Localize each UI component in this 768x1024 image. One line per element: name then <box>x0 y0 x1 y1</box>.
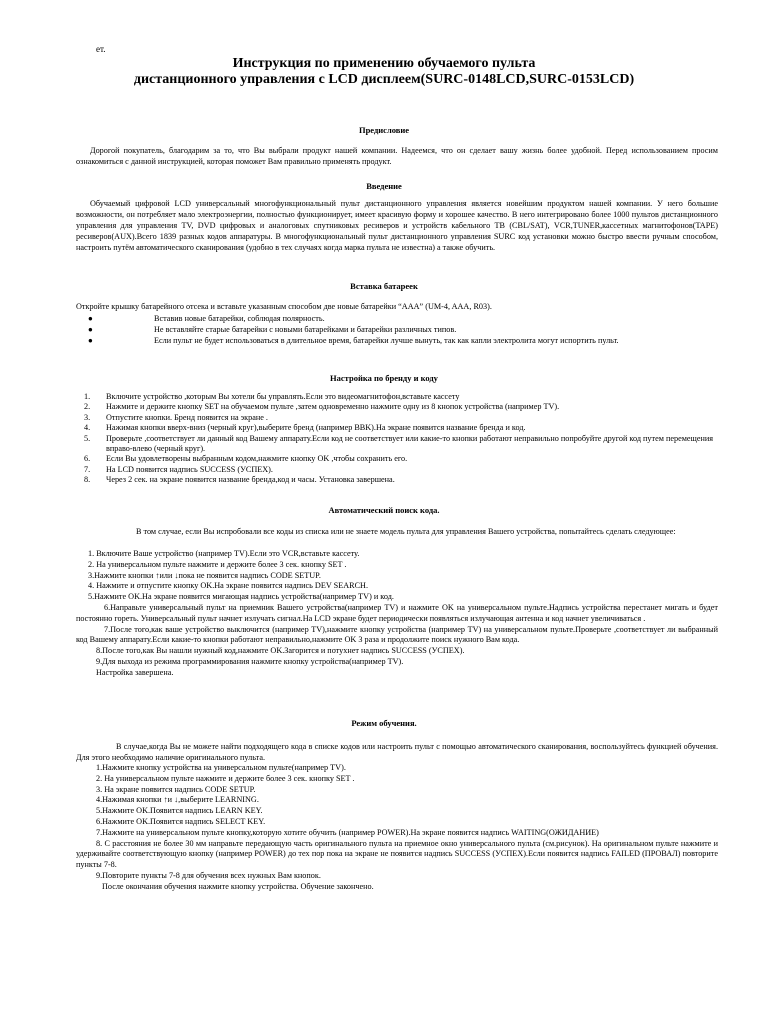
bullet-text: Вставив новые батарейки, соблюдая полярность. <box>154 314 325 323</box>
step-text: 3.Нажмите кнопки ↑или ↓пока не появится надпись CODE SETUP. <box>88 570 321 580</box>
list-item <box>84 413 716 423</box>
step-text: 2. На универсальном пульте нажмите и держите более 3 сек. кнопку SET . <box>88 559 347 569</box>
brand-setup-list <box>84 392 716 486</box>
item-number: 8. <box>84 475 91 485</box>
list-item <box>84 454 716 464</box>
list-item <box>84 475 716 485</box>
list-item <box>84 434 716 455</box>
list-item <box>84 402 716 412</box>
step-text: 7.Нажмите на универсальном пульте кнопку,которую хотите обучить (например POWER).На экране появится надпись WAITING(ОЖИДАНИЕ) <box>96 827 599 837</box>
step-text: 1. Включите Ваше устройство (например TV).Если это VCR,вставьте кассету. <box>88 549 360 558</box>
battery-heading: Вставка батареек <box>350 281 418 291</box>
bullet-dot: ● <box>88 314 93 323</box>
item-text: Проверьте ,соответствует ли данный код Вашему аппарату.Если код не соответствует или какие-то кнопки работают неправильно попробуйте другой код путем перемещения вправо-влево (черный круг). <box>106 433 713 454</box>
corner-text: ет. <box>96 44 106 54</box>
step-text: 9.Повторите пункты 7-8 для обучения всех нужных Вам кнопок. <box>96 870 321 880</box>
step-text: 4.Нажимая кнопки ↑и ↓,выберите LEARNING. <box>96 795 259 805</box>
step-text: 6.Направьте универсальный пульт на приемник Вашего устройства(например TV) и нажмите OK на универсальном пульте.Надпись устройства перестанет мигать и будет постоянно гореть. Универсальный пульт начнет излучать сигнал.На LCD экране будет периодически появляться излучающая антенна и код начнет увеличиваться . <box>76 602 718 623</box>
step-text: 7.После того,как ваше устройство выключится (например TV),нажмите кнопку устройства (например TV) на универсальном пульте.Проверьте ,соответствует ли выбранный код Вашему аппарату.Если какие-то кнопки работают неправильно,нажмите OK 3 раза и продолжите поиск нужного Вам кода. <box>76 624 718 645</box>
auto-search-heading: Автоматический поиск кода. <box>328 505 440 515</box>
bullet-item <box>88 313 718 324</box>
intro-heading: Введение <box>366 181 402 191</box>
item-number: 5. <box>84 433 91 443</box>
step-text: 8.После того,как Вы нашли нужный код,нажмите OK.Загорится и потухнет надпись SUCCESS (УСПЕХ). <box>96 646 465 656</box>
item-text: Включите устройство ,которым Вы хотели бы управлять.Если это видеомагнитофон,вставьте кассету <box>106 392 460 401</box>
step-text: Настройка завершена. <box>96 667 174 677</box>
step-text: После окончания обучения нажмите кнопку устройства. Обучение закончено. <box>102 881 374 891</box>
item-text: Если Вы удовлетворены выбранным кодом,нажмите кнопку OK ,чтобы сохранить его. <box>106 454 408 464</box>
bullet-text: Не вставляйте старые батарейки с новыми батарейками и батарейки различных типов. <box>154 325 457 334</box>
list-item <box>84 423 716 433</box>
brand-setup-heading: Настройка по бренду и коду <box>330 373 438 383</box>
bullet-dot: ● <box>88 336 93 345</box>
step-text: 5.Нажмите OK.На экране появится мигающая надпись устройства(например TV) и код. <box>88 592 394 602</box>
bullet-text: Если пульт не будет использоваться в длительное время, батарейки лучше вынуть, так как капли электролита могут испортить пульт. <box>154 336 619 345</box>
list-item <box>84 465 716 475</box>
item-number: 6. <box>84 454 91 464</box>
auto-search-intro: В том случае, если Вы испробовали все коды из списка или не знаете модель пульта для управления Вашего устройства, попытайтесь сделать следующее: <box>136 527 676 536</box>
item-number: 1. <box>84 392 91 401</box>
learning-heading: Режим обучения. <box>351 718 417 728</box>
auto-search-steps <box>76 549 718 679</box>
bullet-dot: ● <box>88 325 93 334</box>
step-text: 8. С расстояния не более 30 мм направьте передающую часть оригинального пульта на приемное окно универсального пульта (см.рисунок). На оригинальном пульте нажмите и удерживайте соответствующую кнопку (например POWER) до тех пор пока на экране не появится надпись SUCCESS (УСПЕХ).Если появится надпись FAILED (ПРОВАЛ) повторите пункты 7-8. <box>76 838 718 870</box>
title-line-2: дистанционного управления с LCD дисплеем(SURC-0148LCD,SURC-0153LCD) <box>133 72 635 87</box>
step-text: 1.Нажмите кнопку устройства на универсальном пульте(например TV). <box>96 763 346 772</box>
item-text: Нажимая кнопки вверх-вниз (черный круг),выберите бренд (например BBK).На экране появится название бренда и код. <box>106 423 526 433</box>
bullet-item <box>88 335 718 346</box>
step-text: 9.Для выхода из режима программирования нажмите кнопку устройства(например TV). <box>96 656 404 666</box>
preface-heading: Предисловие <box>358 125 410 135</box>
step-text: 2. На универсальном пульте нажмите и держите более 3 сек. кнопку SET . <box>96 773 355 783</box>
battery-bullet-list <box>88 313 718 346</box>
learning-steps <box>76 763 718 893</box>
intro-text: Обучаемый цифровой LCD универсальный многофункциональный пульт дистанционного управления является новейшим продуктом нашей компании. У него большие возможности, он потребляет мало электроэнергии, полностью функционирует, имеет красивую форму и хорошее качество. В него интегрировано более 1000 пультов дистанционного управления для управления TV, DVD цифровых и аналоговых спутниковых ресиверов и устройств кабельного ТВ (CBL/SAT), VCR,TUNER,кассетных магнитофонов(TAPE) ресиверов(AUX).Всего 1839 разных кодов аппаратуры. В многофункциональный пульт дистанционного управления SURC код установки можно быстро ввести ручным способом, настроить путём автоматического сканирования (удобно в тех случаях когда марка пульта не известна) а также обучить. <box>76 199 718 252</box>
bullet-item <box>88 324 718 335</box>
title-line-1: Инструкция по применению обучаемого пульта <box>232 56 536 71</box>
item-text: Отпустите кнопки. Бренд появится на экране . <box>106 412 268 422</box>
step-text: 4. Нажмите и отпустите кнопку OK.На экране появится надпись DEV SEARCH. <box>88 581 369 591</box>
item-number: 7. <box>84 464 91 474</box>
battery-text: Откройте крышку батарейного отсека и вставьте указанным способом две новые батарейки “AAA” (UM-4, AAA, R03). <box>76 302 492 311</box>
item-text: На LCD появится надпись SUCCESS (УСПЕХ). <box>106 464 273 474</box>
list-item <box>84 392 716 402</box>
item-text: Нажмите и держите кнопку SET на обучаемом пульте ,затем одновременно нажмите одну из 8 кнопок устройства (например TV). <box>106 402 560 412</box>
preface-text: Дорогой покупатель, благодарим за то, что Вы выбрали продукт нашей компании. Надеемся, что он сделает вашу жизнь более удобной. Перед использованием просим ознакомиться с данной инструкцией, которая поможет Вам правильно применять продукт. <box>76 146 718 166</box>
step-text: 5.Нажмите OK.Появится надпись LEARN KEY. <box>96 806 263 816</box>
document-title <box>60 56 708 88</box>
item-number: 4. <box>84 423 91 433</box>
item-text: Через 2 сек. на экране появится название бренда,код и часы. Установка завершена. <box>106 475 395 485</box>
item-number: 2. <box>84 402 91 412</box>
learning-intro: В случае,когда Вы не можете найти подходящего кода в списке кодов или настроить пульт с помощью автоматического сканирования, воспользуйтесь функцией обучения. Для этого необходимо наличие оригинального пульта. <box>76 742 718 762</box>
item-number: 3. <box>84 412 91 422</box>
step-text: 6.Нажмите OK.Появится надпись SELECT KEY. <box>96 816 266 826</box>
step-text: 3. На экране появится надпись CODE SETUP. <box>96 784 256 794</box>
